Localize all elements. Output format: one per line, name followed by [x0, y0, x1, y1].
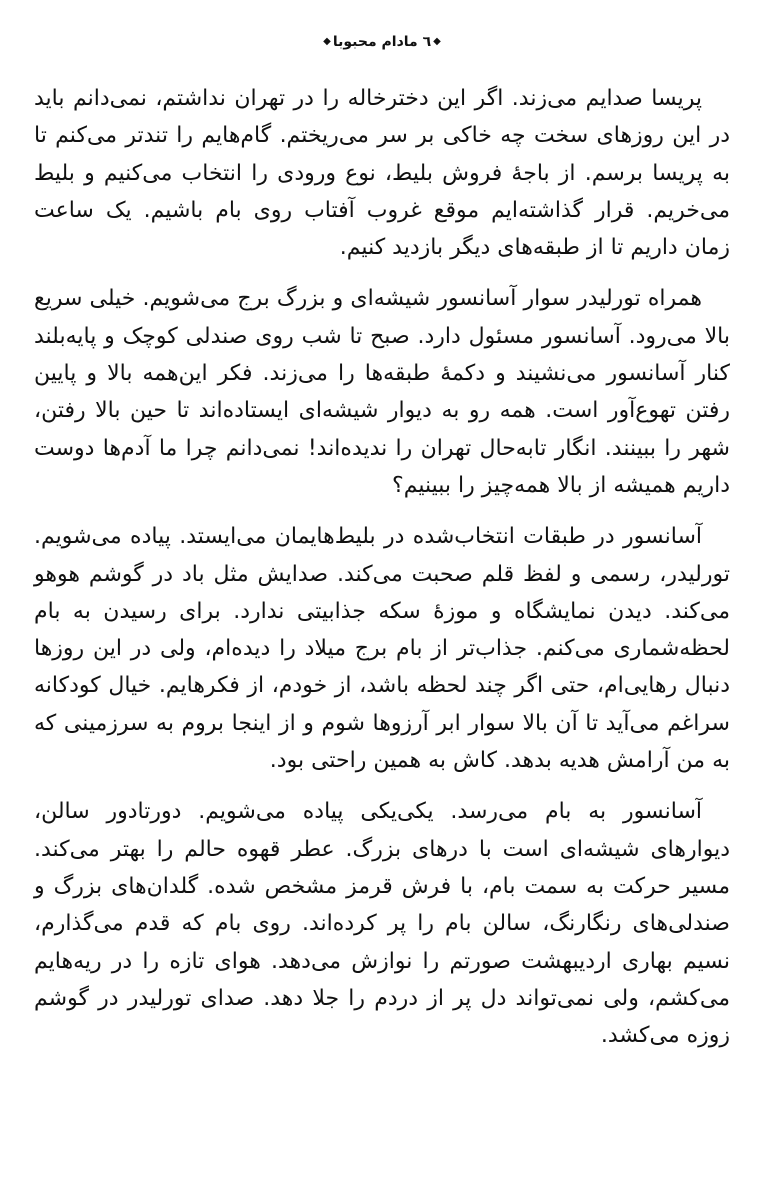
header-ornament-right: ◆ — [433, 36, 441, 47]
paragraph-4: آسانسور به بام می‌رسد. یکی‌یکی پیاده می‌شویم. دورتادور سالن، دیوارهای شیشه‌ای است با درهای بزرگ. عطر قهوه حالم را بهتر می‌کند. مسیر حرکت به سمت بام، با فرش قرمز مشخص شده. گلدان‌های بزرگ و صندلی‌های رنگارنگ، سالن بام را پر کرده‌اند. روی بام که قدم می‌گذارم، نسیم بهاری اردیبهشت صورتم را نوازش می‌دهد. هوای تازه را در ریه‌هایم می‌کشم، ولی نمی‌تواند دل پر از دردم را جلا دهد. صدای تورلیدر در گوشم زوزه می‌کشد. — [34, 799, 730, 1049]
page-number: ٦ — [422, 34, 432, 50]
book-title: مادام محبوبا — [332, 34, 418, 50]
paragraph-2: همراه تورلیدر سوار آسانسور شیشه‌ای و بزرگ برج می‌شویم. خیلی سریع بالا می‌رود. آسانسور مسئول دارد. صبح تا شب روی صندلی کوچک و پایه‌بلند کنار آسانسور می‌نشیند و دکمهٔ طبقه‌ها را می‌زند. فکر این‌همه بالا و پایین رفتن تهوع‌آور است. همه رو به دیوار شیشه‌ای ایستاده‌اند تا حین بالا رفتن، شهر را ببینند. انگار تابه‌حال تهران را ندیده‌اند! نمی‌دانم چرا ما آدم‌ها دوست داریم همیشه از بالا همه‌چیز را ببینیم؟ — [34, 286, 730, 498]
paragraph-3: آسانسور در طبقات انتخاب‌شده در بلیط‌هایمان می‌ایستد. پیاده می‌شویم. تورلیدر، رسمی و لفظ قلم صحبت می‌کند. صدایش مثل باد در گوشم هوهو می‌کند. دیدن نمایشگاه و موزهٔ سکه جذابیتی ندارد. برای رسیدن به بام لحظه‌شماری می‌کنم. جذاب‌تر از بام برج میلاد را دیده‌ام، ولی در این روزها دنبال رهایی‌ام، حتی اگر چند لحظه باشد، از خودم، از فکرهایم. خیال کودکانه سراغم می‌آید تا آن بالا سوار ابر آرزوها شوم و از اینجا بروم به سرزمینی که به من آرامش هدیه بدهد. کاش به همین راحتی بود. — [34, 524, 730, 774]
page-body — [34, 80, 730, 1054]
header-ornament-left: ◆ — [323, 36, 331, 47]
paragraph-1: پریسا صدایم می‌زند. اگر این دخترخاله را در تهران نداشتم، نمی‌دانم باید در این روزهای سخت چه خاکی بر سر می‌ریختم. گام‌هایم را تندتر می‌کنم تا به پریسا برسم. از باجهٔ فروش بلیط، نوع ورودی را انتخاب می‌کنیم و بلیط می‌خریم. قرار گذاشته‌ایم موقع غروب آفتاب روی بام باشیم. یک ساعت زمان داریم تا از طبقه‌های دیگر بازدید کنیم. — [34, 86, 730, 261]
running-header — [0, 30, 764, 54]
